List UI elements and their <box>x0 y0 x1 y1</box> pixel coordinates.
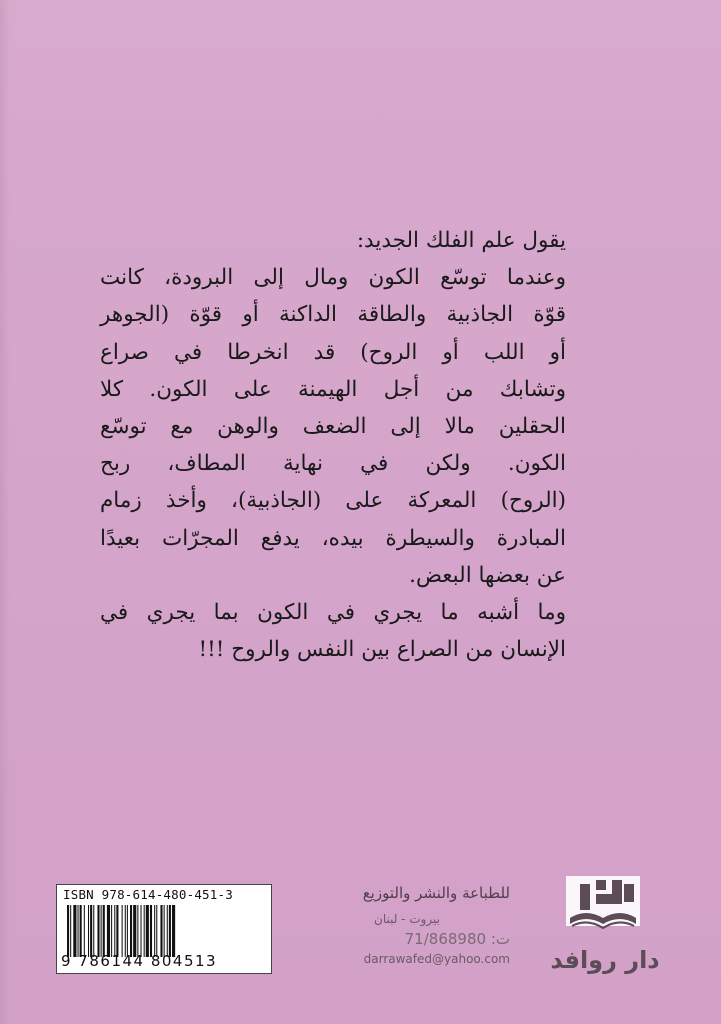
blurb-line: وما أشبه ما يجري في الكون بما يجري في <box>100 600 566 626</box>
blurb-line: يقول علم الفلك الجديد: <box>356 228 566 253</box>
blurb-line: (الروح) المعركة على (الجاذبية)، وأخذ زمام <box>100 488 566 514</box>
blurb-line: المبادرة والسيطرة بيده، يدفع المجرّات بعيدًا <box>100 525 566 551</box>
blurb-line: الإنسان من الصراع بين النفس والروح !!! <box>198 637 566 663</box>
publisher-info <box>320 884 510 966</box>
blurb-line: أو اللب أو الروح) قد انخرطا في صراع <box>100 339 566 365</box>
blurb-line: وتشابك من أجل الهيمنة على الكون. كلا <box>100 376 566 402</box>
blurb-text <box>100 222 566 668</box>
publisher-city: بيروت - لبنان <box>374 912 440 926</box>
isbn-digits: 9 786144 804513 <box>61 952 218 970</box>
blurb-line: الكون. ولكن في نهاية المطاف، ربح <box>100 451 566 477</box>
publisher-phone: ت: 71/868980 <box>404 930 510 948</box>
blurb-line: عن بعضها البعض. <box>409 562 566 588</box>
publisher-name: دار روافد <box>550 946 660 974</box>
blurb-line: قوّة الجاذبية والطاقة الداكنة أو قوّة (الجوهر <box>100 302 566 328</box>
blurb-line: الحقلين مالا إلى الضعف والوهن مع توسّع <box>100 414 566 440</box>
blurb-line: وعندما توسّع الكون ومال إلى البرودة، كانت <box>100 265 566 291</box>
isbn-barcode <box>56 884 272 974</box>
barcode-bars-icon <box>67 905 261 957</box>
publisher-email: darrawafed@yahoo.com <box>363 952 510 966</box>
book-logo-icon <box>562 874 644 940</box>
publisher-tagline: للطباعة والنشر والتوزيع <box>362 884 510 902</box>
isbn-label: ISBN 978-614-480-451-3 <box>63 887 233 902</box>
